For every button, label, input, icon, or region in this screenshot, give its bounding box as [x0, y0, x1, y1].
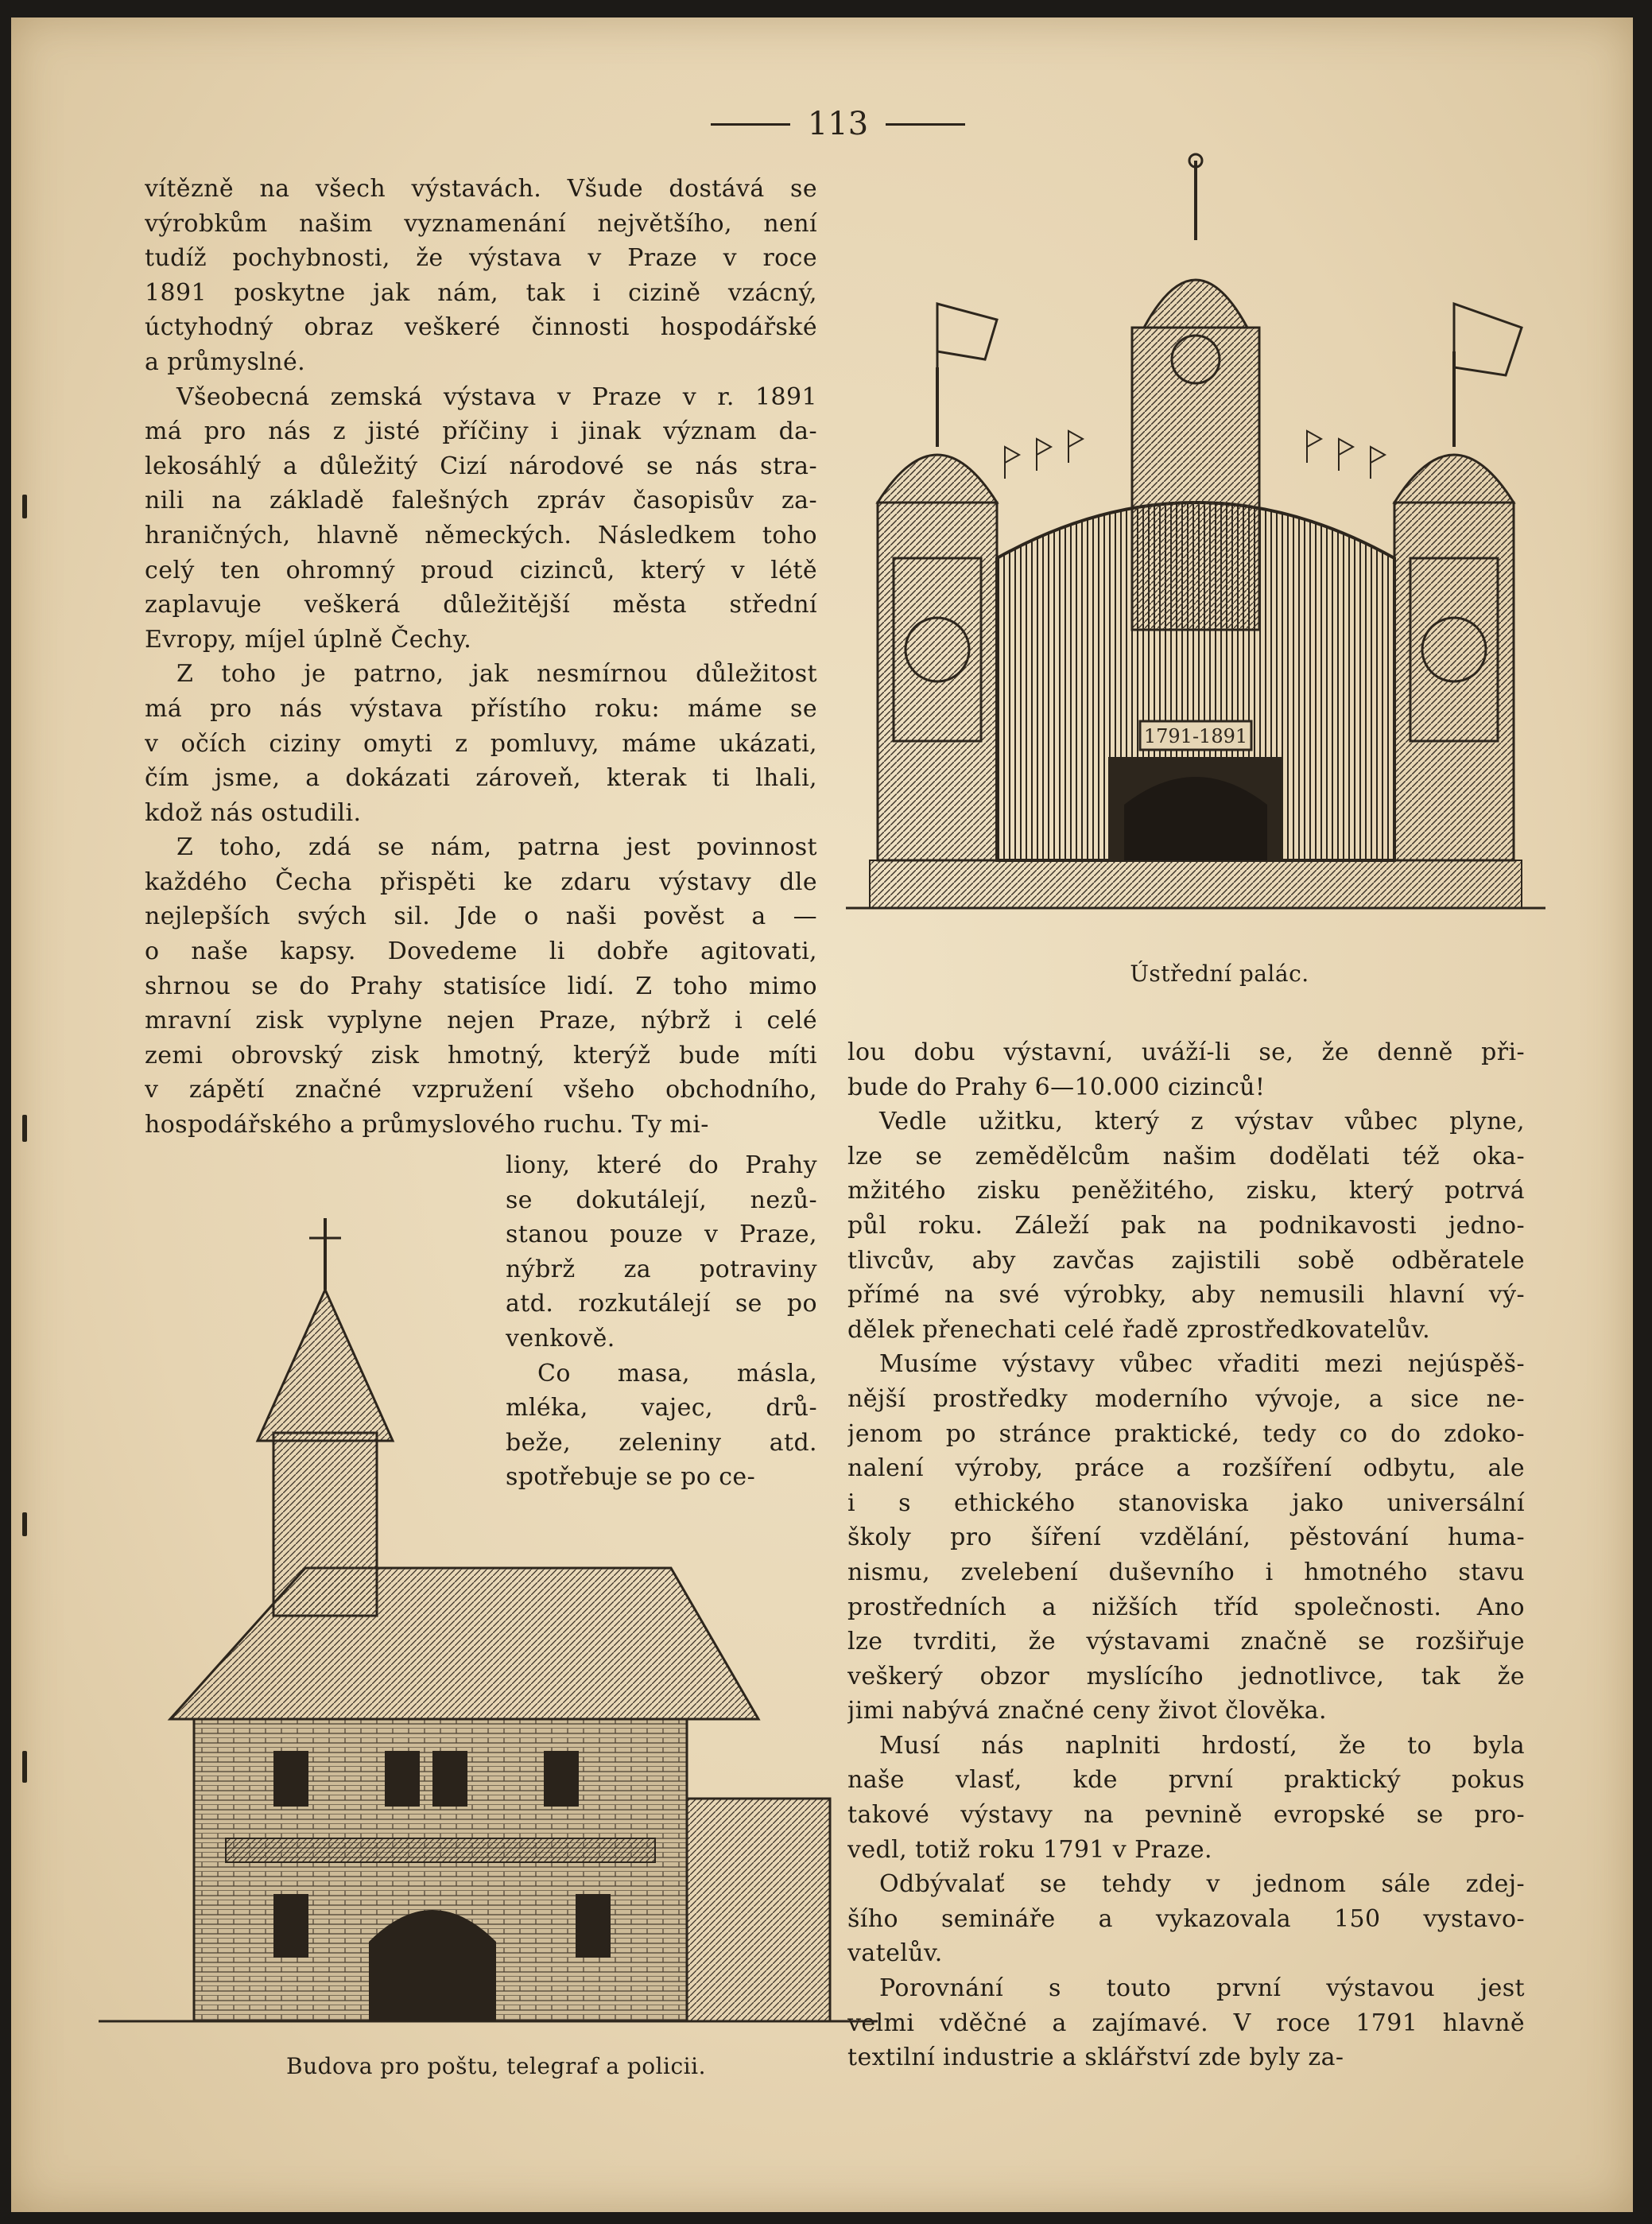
text-line: velmi vděčné a zajímavé. V roce 1791 hlavně — [847, 2009, 1525, 2037]
text-line: v zápětí značné vzpružení všeho obchodního, — [145, 1076, 817, 1104]
text-line: bude do Prahy 6—10.000 cizinců! — [847, 1073, 1266, 1101]
text-line: prostředních a nižších tříd společnosti. Ano — [847, 1593, 1525, 1621]
text-line: liony, které do Prahy — [506, 1151, 817, 1179]
text-line: Porovnání s touto první výstavou jest — [879, 1974, 1525, 2003]
text-line: každého Čecha přispěti ke zdaru výstavy dle — [145, 867, 817, 896]
book-page — [11, 17, 1633, 2212]
text-line: půl roku. Záleží pak na podnikavosti jedno- — [847, 1211, 1525, 1240]
right-column-text — [847, 1035, 1525, 2075]
text-line: má pro nás výstava přístího roku: máme se — [145, 694, 817, 723]
text-line: lekosáhlý a důležitý Cizí národové se nás stra- — [145, 452, 817, 480]
text-line: čím jsme, a dokázati zároveň, kterak ti lhali, — [145, 764, 817, 793]
text-line: beže, zeleniny atd. — [506, 1428, 817, 1457]
text-line: kdož nás ostudili. — [145, 798, 362, 827]
text-line: Odbývalať se tehdy v jednom sále zdej- — [879, 1870, 1525, 1899]
text-line: naše vlasť, kde první praktický pokus — [847, 1766, 1525, 1795]
text-line: tlivcův, aby zavčas zajistili sobě odběratele — [847, 1246, 1525, 1275]
text-line: textilní industrie a sklářství zde byly za- — [847, 2044, 1344, 2072]
text-line: mžitého zisku peněžitého, zisku, který potrvá — [847, 1177, 1525, 1205]
palace-banner-text: 1791-1891 — [1143, 725, 1248, 747]
text-line: výrobkům našim vyznamenání největšího, není — [145, 209, 817, 238]
text-line: šího semináře a vykazovala 150 vystavo- — [847, 1904, 1525, 1933]
text-line: o naše kapsy. Dovedeme li dobře agitovati, — [145, 937, 817, 966]
text-line: vedl, totiž roku 1791 v Praze. — [847, 1835, 1212, 1864]
caption-post-building: Budova pro poštu, telegraf a policii. — [286, 2053, 706, 2079]
text-line: lze tvrditi, že výstavami značně se rozšiřuje — [847, 1628, 1525, 1656]
text-line: jimi nabývá značné ceny život člověka. — [847, 1697, 1327, 1725]
text-line: v očích ciziny omyti z pomluvy, máme ukázati, — [145, 729, 817, 758]
margin-mark — [22, 1751, 27, 1783]
left-column-text — [145, 172, 817, 1143]
text-line: a průmyslné. — [145, 347, 306, 376]
text-line: spotřebuje se po ce- — [506, 1463, 756, 1492]
text-line: úctyhodný obraz veškeré činnosti hospodářské — [145, 313, 817, 342]
text-line: nější prostředky moderního vývoje, a sice ne- — [847, 1384, 1525, 1413]
text-line: celý ten ohromný proud cizinců, který v létě — [145, 556, 817, 584]
text-line: i s ethického stanoviska jako universální — [847, 1488, 1525, 1517]
header-rule-right — [886, 123, 965, 126]
text-line: 1891 poskytne jak nám, tak i cizině vzácný, — [145, 278, 817, 307]
text-line: má pro nás z jisté příčiny i jinak význam da- — [145, 417, 817, 446]
text-line: školy pro šíření vzdělání, pěstování huma- — [847, 1523, 1525, 1552]
text-line: shrnou se do Prahy statisíce lidí. Z toho mimo — [145, 972, 817, 1000]
text-line: Z toho, zdá se nám, patrna jest povinnost — [176, 833, 817, 862]
text-line: nalení výroby, práce a rozšíření odbytu, ale — [847, 1454, 1525, 1483]
text-line: Co masa, másla, — [537, 1359, 817, 1388]
text-line: Evropy, míjel úplně Čechy. — [145, 625, 472, 654]
text-line: lou dobu výstavní, uváží-li se, že denně při- — [847, 1038, 1525, 1066]
post-office-building-illustration — [99, 1194, 878, 2045]
text-line: se dokutálejí, nezů- — [506, 1186, 817, 1214]
text-line: vítězně na všech výstavách. Všude dostává se — [145, 175, 817, 203]
margin-mark — [22, 495, 27, 518]
caption-central-palace: Ústřední palác. — [1130, 961, 1309, 987]
text-line: nýbrž za potraviny — [506, 1255, 817, 1283]
text-line: stanou pouze v Praze, — [506, 1221, 817, 1249]
text-line: mléka, vajec, drů- — [506, 1394, 817, 1423]
page-number-header — [711, 100, 965, 148]
text-line: takové výstavy na pevnině evropské se pro- — [847, 1801, 1525, 1830]
text-line: atd. rozkutálejí se po — [506, 1290, 817, 1318]
text-line: vatelův. — [847, 1939, 943, 1968]
text-line: přímé na své výrobky, aby nemusili hlavní vý- — [847, 1281, 1525, 1310]
text-line: tudíž pochybnosti, že výstava v Praze v roce — [145, 244, 817, 273]
text-line: venkově. — [506, 1324, 615, 1353]
margin-mark — [22, 1115, 27, 1142]
text-line: nismu, zvelebení duševního i hmotného stavu — [847, 1558, 1525, 1586]
text-line: nejlepších svých sil. Jde o naši pověst a — — [145, 902, 817, 931]
text-line: lze se zemědělcům našim dodělati též oka- — [847, 1142, 1525, 1170]
text-line: Musíme výstavy vůbec vřaditi mezi nejúspěš- — [879, 1350, 1525, 1379]
text-line: hospodářského a průmyslového ruchu. Ty mi- — [145, 1111, 709, 1139]
page-number: 113 — [807, 106, 869, 142]
text-line: dělek přenechati celé řadě zprostředkovatelův. — [847, 1315, 1431, 1344]
text-line: hraničných, hlavně německých. Následkem toho — [145, 521, 817, 549]
text-line: nili na základě falešných zpráv časopisův za- — [145, 487, 817, 515]
text-line: zemi obrovský zisk hmotný, kterýž bude míti — [145, 1041, 817, 1069]
text-line: Musí nás naplniti hrdostí, že to byla — [879, 1731, 1525, 1760]
text-line: Z toho je patrno, jak nesmírnou důležitost — [176, 660, 817, 689]
text-line: jenom po stránce praktické, tedy co do zdoko- — [847, 1419, 1525, 1448]
text-line: veškerý obzor myslícího jednotlivce, tak že — [847, 1662, 1525, 1690]
header-rule-left — [711, 123, 790, 126]
central-palace-illustration — [846, 145, 1545, 948]
text-line: Vedle užitku, který z výstav vůbec plyne, — [879, 1108, 1525, 1136]
margin-mark — [22, 1512, 27, 1536]
text-line: Všeobecná zemská výstava v Praze v r. 1891 — [176, 382, 817, 411]
text-line: zaplavuje veškerá důležitější města střední — [145, 591, 817, 619]
text-line: mravní zisk vyplyne nejen Praze, nýbrž i celé — [145, 1007, 817, 1035]
